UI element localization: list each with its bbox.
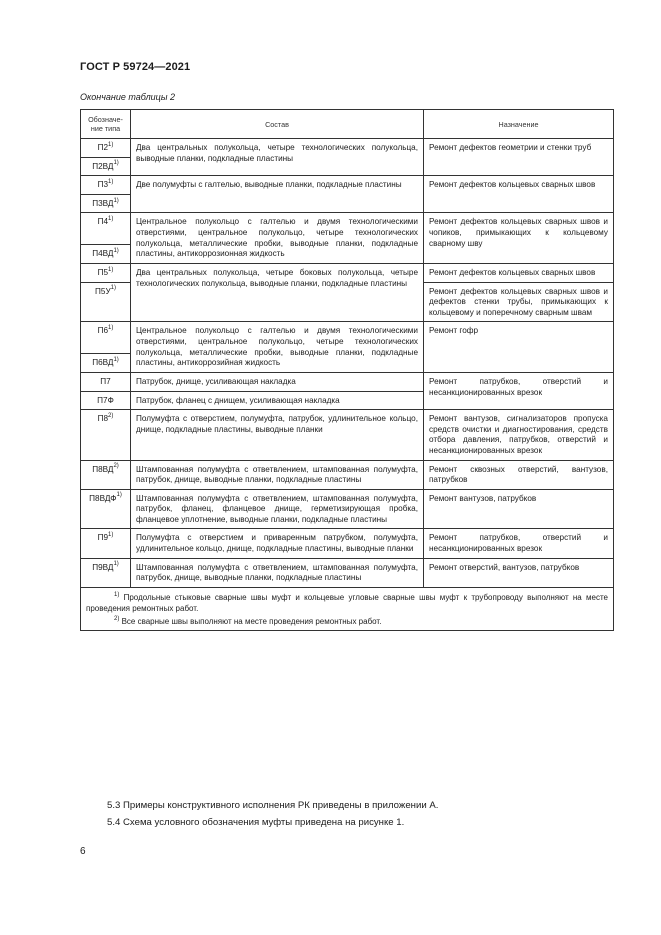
- table-row: [81, 558, 614, 587]
- composition-cell: Штампованная полумуфта с ответвлением, штампованная полумуфта, патрубок, днище, выводные планки, подкладные пластины: [131, 460, 424, 489]
- type-code-cell: П6$^{1)}$: [81, 322, 131, 354]
- type-code-cell: П7Ф: [81, 391, 131, 410]
- table-notes: [81, 587, 614, 630]
- table-row: [81, 529, 614, 558]
- purpose-cell: Ремонт патрубков, отверстий и несанкционированных врезок: [424, 372, 614, 409]
- table-notes-row: [81, 587, 614, 630]
- table-header-row: [81, 110, 614, 139]
- table-row: [81, 139, 614, 158]
- column-header-type-code: Обозначе- ние типа: [81, 110, 131, 139]
- type-code-cell: П2ВД$^{1)}$: [81, 157, 131, 176]
- purpose-cell: Ремонт вантузов, патрубков: [424, 489, 614, 529]
- composition-cell: Штампованная полумуфта с ответвлением, штампованная полумуфта, патрубок, днище, выводные планки, подкладные пластины: [131, 558, 424, 587]
- type-code-cell: П8ВД$^{2)}$: [81, 460, 131, 489]
- page-number: 6: [80, 846, 86, 857]
- composition-cell: Полумуфта с отверстием и приваренным патрубком, полумуфта, удлинительное кольцо, днище, подкладные пластины, выводные планки: [131, 529, 424, 558]
- composition-cell: Патрубок, днище, усиливающая накладка: [131, 372, 424, 391]
- paragraph-5-3: 5.3 Примеры конструктивного исполнения РК приведены в приложении А.: [107, 800, 439, 811]
- purpose-cell: Ремонт патрубков, отверстий и несанкционированных врезок: [424, 529, 614, 558]
- table-caption: Окончание таблицы 2: [80, 92, 175, 102]
- purpose-cell: Ремонт вантузов, сигнализаторов пропуска средств очистки и диагностирования, средств отбора давления, патрубков, отверстий и несанкционированных врезок: [424, 410, 614, 460]
- column-header-composition: Состав: [131, 110, 424, 139]
- purpose-cell: Ремонт сквозных отверстий, вантузов, патрубков: [424, 460, 614, 489]
- composition-cell: Две полумуфты с галтелью, выводные планки, подкладные пластины: [131, 176, 424, 213]
- table-row: [81, 460, 614, 489]
- type-code-cell: П2$^{1)}$: [81, 139, 131, 158]
- purpose-cell: Ремонт дефектов геометрии и стенки труб: [424, 139, 614, 176]
- type-code-cell: П9$^{1)}$: [81, 529, 131, 558]
- table-row: [81, 176, 614, 195]
- type-code-cell: П3ВД$^{1)}$: [81, 194, 131, 213]
- type-code-cell: П6ВД$^{1)}$: [81, 354, 131, 373]
- column-header-purpose: Назначение: [424, 110, 614, 139]
- table-row: [81, 410, 614, 460]
- type-code-cell: П7: [81, 372, 131, 391]
- type-code-cell: П5$^{1)}$: [81, 263, 131, 282]
- type-code-cell: П9ВД$^{1)}$: [81, 558, 131, 587]
- type-code-cell: П8$^{2)}$: [81, 410, 131, 460]
- table-row: [81, 213, 614, 245]
- composition-cell: Центральное полукольцо с галтелью и двумя технологическими отверстиями, центральное полукольцо, четыре технологических полукольца, металлические пробки, выводные планки, подкладные пластины, антикоррозийная жидкость: [131, 322, 424, 373]
- table-row: [81, 372, 614, 391]
- purpose-cell: Ремонт дефектов кольцевых сварных швов: [424, 176, 614, 213]
- composition-cell: Патрубок, фланец с днищем, усиливающая накладка: [131, 391, 424, 410]
- table-row: [81, 322, 614, 354]
- type-code-cell: П3$^{1)}$: [81, 176, 131, 195]
- purpose-cell: Ремонт гофр: [424, 322, 614, 373]
- specification-table: [80, 109, 614, 631]
- composition-cell: Штампованная полумуфта с ответвлением, штампованная полумуфта, патрубок, фланец, фланцевое днище, герметизирующая пробка, фланцевое уплотнение, выводные планки, подкладные пластины: [131, 489, 424, 529]
- purpose-cell: Ремонт отверстий, вантузов, патрубков: [424, 558, 614, 587]
- footnote-2: $^{2)}$ Все сварные швы выполняют на месте проведения ремонтных работ.: [114, 615, 382, 626]
- composition-cell: Два центральных полукольца, четыре боковых полукольца, четыре технологических полукольца, выводные планки, подкладные пластины: [131, 263, 424, 321]
- composition-cell: Полумуфта с отверстием, полумуфта, патрубок, удлинительное кольцо, днище, подкладные пластины, выводные планки: [131, 410, 424, 460]
- document-standard-id: ГОСТ Р 59724—2021: [80, 61, 191, 73]
- composition-cell: Центральное полукольцо с галтелью и двумя технологическими отверстиями, центральное полукольцо, четыре технологических полукольца, металлические пробки, выводные планки, подкладные пластины, антикоррозионная жидкость: [131, 213, 424, 264]
- type-code-cell: П4ВД$^{1)}$: [81, 245, 131, 264]
- composition-cell: Два центральных полукольца, четыре технологических полукольца, выводные планки, подкладные пластины: [131, 139, 424, 176]
- purpose-cell: Ремонт дефектов кольцевых сварных швов: [424, 263, 614, 282]
- type-code-cell: П8ВДФ$^{1)}$: [81, 489, 131, 529]
- table-row: [81, 263, 614, 282]
- purpose-cell: Ремонт дефектов кольцевых сварных швов и дефектов стенки трубы, примыкающих к кольцевому и поперечному сварным швам: [424, 282, 614, 322]
- paragraph-5-4: 5.4 Схема условного обозначения муфты приведена на рисунке 1.: [107, 817, 405, 828]
- footnote-1: $^{1)}$ Продольные стыковые сварные швы муфт и кольцевые угловые сварные швы муфт к трубопроводу выполняют на месте проведения ремонтных работ.: [86, 591, 608, 613]
- type-code-cell: $П5У^{1)}$: [81, 282, 131, 322]
- table-row: [81, 489, 614, 529]
- type-code-cell: П4$^{1)}$: [81, 213, 131, 245]
- purpose-cell: Ремонт дефектов кольцевых сварных швов и чопиков, примыкающих к кольцевому сварному шву: [424, 213, 614, 264]
